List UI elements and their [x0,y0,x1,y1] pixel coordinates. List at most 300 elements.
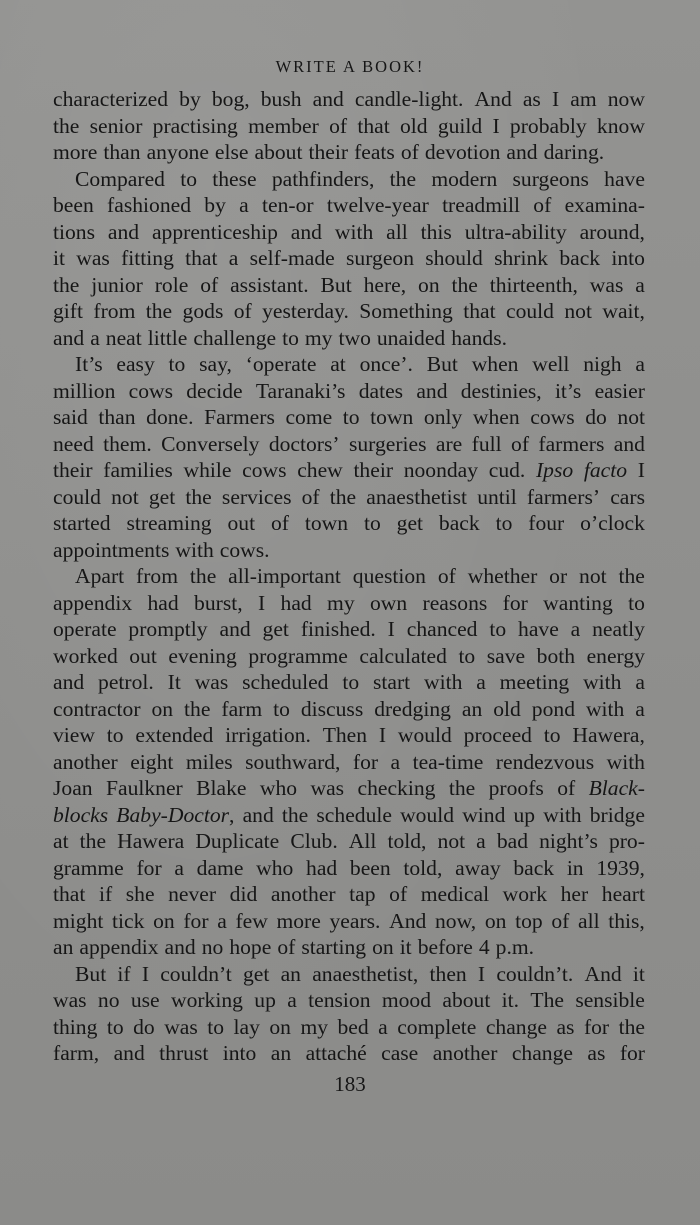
word: the [145,299,173,323]
word: million [53,378,116,403]
word: question [352,564,426,588]
word: and [113,1041,145,1065]
text-line [53,696,645,723]
word: a [90,325,100,350]
word: the [281,802,309,827]
word: a [635,670,645,694]
text-line [53,802,645,829]
word: and [613,431,645,456]
word: All [348,829,377,853]
body-text [53,86,645,1067]
word: of [551,908,570,933]
word: farmers’ [526,484,601,509]
word: promptly [128,617,208,641]
word: only [423,405,463,429]
word: Hawera [117,829,185,853]
word: and [53,670,85,694]
word: few [235,908,268,933]
word: all-important [228,564,341,588]
word: get [148,484,176,509]
word: chew [297,458,343,482]
word: Compared [75,166,165,191]
word: I [141,961,150,986]
word: than [98,405,136,429]
word: while [183,458,232,482]
word: been [53,193,94,217]
word: tap [349,882,376,906]
word: anaesthetist [366,484,468,509]
word: not [111,484,139,509]
word: if [98,882,113,906]
word: decide [186,378,243,403]
word: scheduled [242,670,329,694]
word: no [97,988,120,1012]
word: an [270,1041,292,1065]
word: their [308,140,349,164]
word: o’clock [580,511,645,535]
word: from [93,299,136,323]
word: the [451,272,478,297]
word: say, [199,352,232,376]
italic-word: facto [583,458,628,482]
text-line [53,1014,645,1041]
word: my [304,325,333,350]
word: her [560,882,589,906]
word: view [53,723,95,747]
word: of [389,882,408,906]
word: a [378,1014,388,1039]
word: town [304,511,349,535]
word: both [536,643,576,668]
word: of [400,140,419,164]
word: Duplicate [195,829,280,853]
word: old [399,113,428,138]
word: to [282,325,299,350]
word: neat [105,325,142,350]
word: wanting [543,590,613,615]
text-line [53,431,645,458]
word: get [396,511,424,535]
word: 1939, [596,855,645,880]
word: unaided [376,325,446,350]
word: the [448,776,476,800]
word: role [154,272,189,297]
word: cud. [488,458,526,482]
word: working [170,988,243,1012]
word: fashioned [107,193,191,217]
word: And [584,961,622,986]
word: she [125,882,155,906]
word: an [461,696,483,721]
word: treadmill [442,193,521,217]
word: it [53,246,65,270]
word: and [416,378,448,403]
word: of [301,484,320,509]
word: reasons [422,590,488,615]
word: started [53,511,111,535]
word: tea-time [412,749,484,774]
word: was [194,670,229,694]
word: thrust [159,1041,209,1065]
word: that [357,113,390,138]
word: than [103,140,141,164]
word: by [204,193,226,217]
word: that [53,882,86,906]
word: Farmers [204,405,275,429]
word: was [53,988,87,1012]
word: ultra-ability [464,219,567,244]
word: not [564,299,592,323]
italic-word: Ipso [535,458,574,482]
text-line [53,192,645,219]
word: an [280,961,301,986]
word: extended [135,723,214,747]
word: ten-or [262,193,314,217]
word: Faulkner [105,776,183,800]
word: another [53,749,118,774]
word: if [117,961,131,986]
word: gods [182,299,224,323]
word: Conversely [161,431,260,456]
word: out [227,511,256,535]
word: could [53,484,101,509]
word: I [492,113,500,138]
word: not [579,564,607,588]
text-line [53,404,645,431]
word: feats [354,140,395,164]
word: it [632,961,645,986]
word: I [551,87,560,111]
word: here, [363,272,407,297]
word: irrigation. [225,723,311,747]
word: I [387,617,395,641]
word: wait, [602,299,645,323]
word: couldn’t. [496,961,574,986]
text-line [53,484,645,511]
word: surgeon [346,246,414,270]
word: lay [233,1014,260,1039]
word: before [417,935,473,959]
word: dates [358,378,404,403]
word: 4 [478,935,490,959]
word: calculated [359,643,447,668]
word: a [635,272,645,297]
text-line [53,828,645,855]
word: to [168,352,186,376]
word: a [476,829,486,853]
word: I [637,458,645,482]
word: farm [221,696,263,721]
word: pond [531,696,575,721]
word: was [589,272,624,297]
text-line [53,669,645,696]
word: a [476,670,486,694]
word: noonday [403,458,479,482]
word: save [486,643,526,668]
word: top [515,908,543,933]
text-line [53,139,645,166]
word: to [363,511,381,535]
word: operate [53,617,117,641]
word: little [147,325,188,350]
word: thirteenth, [489,272,578,297]
word: and [164,935,196,959]
word: whether [467,564,538,588]
word: change [511,1041,573,1065]
word: back [438,511,480,535]
word: come [285,405,333,429]
text-line [53,749,645,776]
word: these [212,166,257,191]
word: with [175,537,214,562]
word: medical [420,882,490,906]
word: as [556,1014,575,1039]
word: The [530,988,564,1012]
word: as [522,87,541,111]
word: It’s [75,352,103,376]
word: schedule [316,802,392,827]
word: attaché [305,1041,367,1065]
text-line [53,987,645,1014]
word: assistant. [230,272,309,297]
word: surgeries [348,431,427,456]
word: was [76,246,110,270]
word: of [233,299,252,323]
word: no [201,935,224,959]
word: the [329,484,357,509]
word: into [611,246,645,270]
word: with [583,670,622,694]
word: anyone [146,140,209,164]
word: then [429,961,467,986]
word: fitting [121,246,174,270]
word: up [513,802,536,827]
italic-word: Baby-Doctor, [116,802,235,827]
word: families [103,458,173,482]
word: wind [462,802,506,827]
word: nigh [583,352,622,376]
word: on [484,908,507,933]
word: tick [112,908,145,933]
word: this, [608,908,645,933]
word: was [164,1014,198,1039]
word: about [254,140,303,164]
word: to [106,1014,124,1039]
word: did [229,882,258,906]
word: I [257,590,266,615]
word: of [329,113,348,138]
word: of [437,564,456,588]
text-line [53,590,645,617]
word: them. [103,431,152,456]
word: p.m. [495,935,535,959]
word: change [485,1014,547,1039]
word: energy [586,643,645,668]
word: up [254,988,276,1012]
word: bridge [589,802,645,827]
word: complete [397,1014,477,1039]
word: it. [501,988,520,1012]
word: case [381,1041,419,1065]
word: miles [185,749,233,774]
word: self-made [249,246,335,270]
word: neatly [592,617,645,641]
word: to [495,511,513,535]
word: another [432,1041,498,1065]
word: rendezvous [495,749,595,774]
word: appendix [79,935,159,959]
word: to [628,590,645,615]
word: to [207,1014,225,1039]
word: farmers [538,431,605,456]
word: on [418,272,440,297]
word: and [107,219,140,244]
word: It [167,670,181,694]
word: a [570,617,581,641]
word: tension [308,988,371,1012]
word: all [577,908,600,933]
word: not [437,829,466,853]
text-line [53,643,645,670]
word: appointments [53,537,170,562]
word: another [270,882,336,906]
word: devotion [424,140,501,164]
word: full [471,431,502,456]
word: a [217,908,227,933]
word: the [389,166,417,191]
word: a [635,696,645,721]
word: gramme [53,855,124,880]
word: thing [53,1014,98,1039]
word: had [147,590,179,615]
word: hope [229,935,272,959]
word: twelve-year [326,193,429,217]
word: with [543,802,582,827]
word: characterized [53,87,169,111]
word: of [511,431,530,456]
text-line [53,351,645,378]
word: more [53,140,98,164]
word: on [151,696,174,721]
word: with [424,670,463,694]
word: senior [89,113,143,138]
word: finished. [300,617,376,641]
word: programme [248,643,348,668]
word: apprenticeship [151,219,278,244]
word: to [458,643,476,668]
word: know [596,113,645,138]
word: cows [128,378,174,403]
word: the [618,1014,645,1039]
word: the [185,484,212,509]
word: get [243,961,270,986]
word: the [189,564,217,588]
word: would [400,802,455,827]
word: and [242,802,274,827]
word: a [239,193,249,217]
word: at [330,352,346,376]
word: away [455,855,501,880]
word: on [269,1014,291,1039]
word: do [585,405,607,429]
text-line [53,378,645,405]
word: Blake [196,776,247,800]
word: evening [168,643,237,668]
word: discuss [300,696,364,721]
word: have [604,166,645,191]
word: and [506,140,538,164]
word: at [53,829,69,853]
word: a [390,749,401,774]
word: the [184,696,211,721]
word: of [277,935,296,959]
word: was [310,776,345,800]
word: that [463,299,496,323]
word: daring. [543,140,605,164]
text-line [53,272,645,299]
text-line [53,219,645,246]
word: Something [359,299,453,323]
word: contractor [53,696,141,721]
word: done. [146,405,194,429]
word: the [53,113,80,138]
word: and [312,87,344,111]
word: Apart [75,564,125,588]
word: it [399,935,412,959]
word: would [397,723,452,747]
text-line [53,722,645,749]
word: to [180,166,197,191]
word: cows [242,458,287,482]
italic-word: blocks [53,802,109,827]
word: appendix [53,590,133,615]
word: services [221,484,292,509]
word: yesterday. [262,299,349,323]
word: hands. [451,325,507,350]
word: of [270,511,289,535]
word: I [477,961,486,986]
page-number: 183 [334,1072,366,1096]
word: a [174,855,184,880]
word: starting [301,935,367,959]
text-line [53,245,645,272]
word: cows. [219,537,270,562]
text-line [53,881,645,908]
word: all [386,219,408,244]
word: told, [387,829,427,853]
word: bush [260,87,302,111]
word: dredging [374,696,451,721]
word: I [378,723,387,747]
word: their [353,458,394,482]
word: with [334,219,374,244]
word: practising [152,113,238,138]
word: And [389,908,427,933]
word: eight [130,749,174,774]
word: with [606,749,645,774]
word: my [327,590,355,615]
word: challenge [193,325,277,350]
word: mood [381,988,432,1012]
word: that [185,246,218,270]
word: who [256,855,294,880]
word: an [53,935,74,959]
text-line [53,537,645,564]
word: the [53,272,80,297]
word: dame [196,855,244,880]
word: have [518,617,559,641]
running-head: WRITE A BOOK! [275,57,425,76]
